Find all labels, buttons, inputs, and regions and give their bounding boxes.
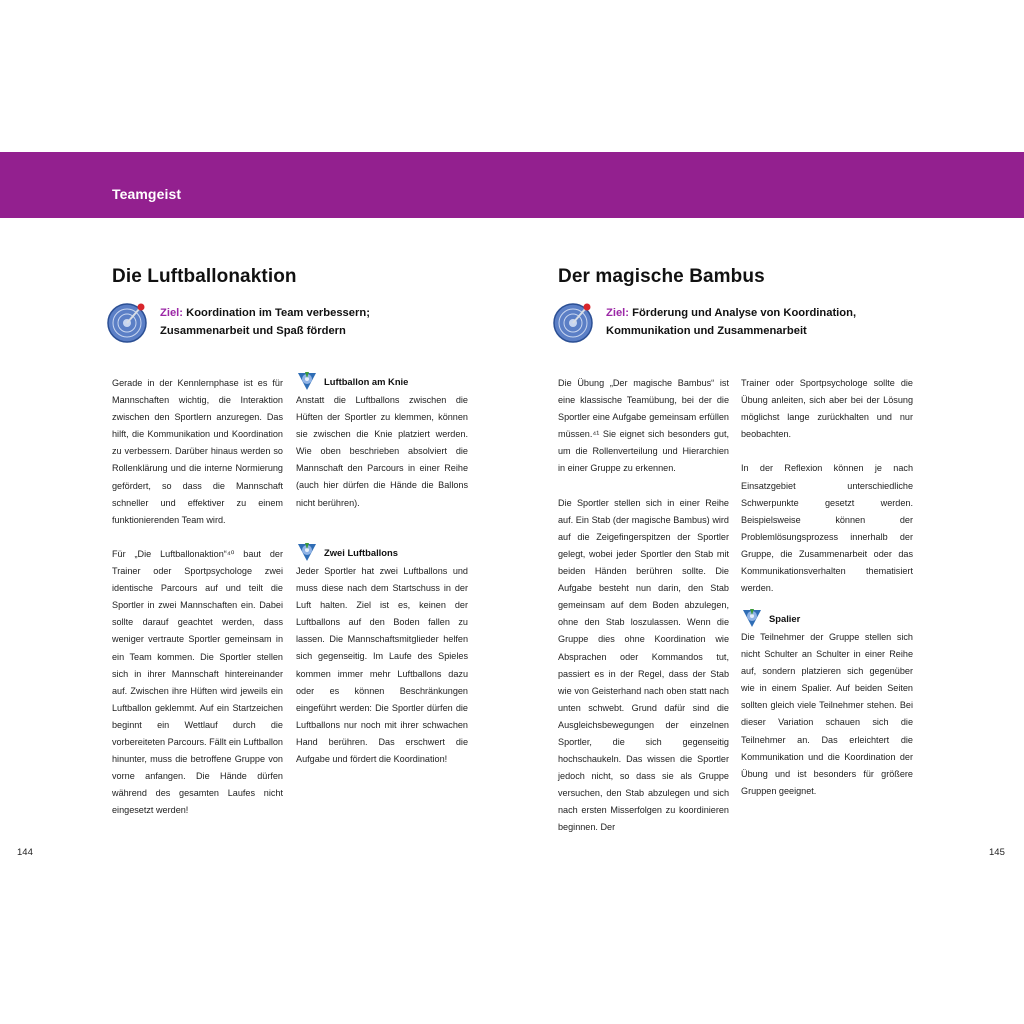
paragraph: Die Sportler stellen sich in einer Reihe auf. Ein Stab (der magische Bambus) wird auf die Zeigefingerspitzen der Sportler gelegt, wobei jeder Sportler den Stab mit beiden Händen berühren sollte. Die Aufgabe besteht nun darin, den Stab gemeinsam auf dem Boden abzulegen, ohne den Stab loszulassen. Wenn die Gruppe dies ohne Koordination wie Absprachen oder Kommandos tut, passiert es in der Regel, dass der Stab wie von Geisterhand nach oben statt nach unten schwebt. Grund dafür sind die Ausgleichsbewegungen der einzelnen Sportler, die sich gegenseitig hochschaukeln. Das wissen die Sportler jedoch nicht, so dass sie als Gruppe versuchen, den Stab abzulegen und sich nach ersten Misserfolgen zu koordinieren beginnen. Der xyxy=(558,497,729,833)
variation-title: Spalier xyxy=(769,612,801,624)
variation-icon xyxy=(296,370,318,392)
paragraph: Gerade in der Kennlernphase ist es für Mannschaften wichtig, die Interaktion zwischen den Sportlern anzuregen. Das hilft, die Kommunikation und Koordination zu verbessern. Darüber hinaus werden so Rollenklärung und die interne Normierung gefördert, so dass die Mannschaft schneller und effektiver zu einem funktionierenden Team wird. xyxy=(112,378,283,525)
left-goal xyxy=(160,305,370,340)
paragraph: Für „Die Luftballonaktion“⁴⁰ baut der Trainer oder Sportpsychologe zwei identische Parcours auf und teilt die Sportler in zwei Mannschaften ein. Dabei sollte darauf geachtet werden, dass weniger vertraute Sportler gemeinsam in ein Team kommen. Die Sportler stellen sich in ihrer Mannschaft hintereinander auf. Zwischen ihre Hüften wird jeweils ein Luftballon geklemmt. Auf ein Startzeichen beginnt ein Wettlauf durch die vorbereiteten Parcours. Fällt ein Luftballon hinunter, muss die betroffene Gruppe von vorne anfangen. Die Hände dürfen während des gesamten Laufes nicht eingesetzt werden! xyxy=(112,548,283,816)
right-column-2b xyxy=(741,629,913,800)
paragraph: Trainer oder Sportpsychologe sollte die Übung anleiten, sich aber bei der Lösung möglichst lange zurückhalten und nur beobachten. xyxy=(741,378,913,440)
paragraph: Jeder Sportler hat zwei Luftballons und muss diese nach dem Startschuss in der Luft halten. Ziel ist es, keinen der Luftballons auf den Boden fallen zu lassen. Die Mannschaftsmitglieder helfen sich gegenseitig. Im Laufe des Spieles kommen immer mehr Luftballons dazu oder es können Beschränkungen eingeführt werden: Die Sportler dürfen die Luftballons nur noch mit ihrer schwachen Hand berühren. Das erschwert die Aufgabe und fördert die Koordination! xyxy=(296,566,468,765)
target-icon xyxy=(553,301,595,343)
section-title: Teamgeist xyxy=(112,186,182,202)
left-page-title: Die Luftballonaktion xyxy=(112,266,297,287)
goal-line-1: Koordination im Team verbessern; xyxy=(186,307,370,319)
variation-heading xyxy=(296,541,398,563)
paragraph: Die Übung „Der magische Bambus“ ist eine klassische Teamübung, bei der die Sportler eine Aufgabe gemeinsam erfüllen müssen.⁴¹ Sie eignet sich besonders gut, um die Rollenverteilung und Hierarchien in einer Gruppe zu erkennen. xyxy=(558,378,729,474)
goal-line-1: Förderung und Analyse von Koordination, xyxy=(632,307,857,319)
variation-heading xyxy=(741,607,800,629)
goal-label: Ziel: xyxy=(606,307,629,319)
goal-line-2: Kommunikation und Zusammenarbeit xyxy=(606,324,807,337)
page-number-right: 145 xyxy=(989,847,1005,858)
variation-title: Zwei Luftballons xyxy=(324,546,398,558)
variation-title: Luftballon am Knie xyxy=(324,375,409,387)
variation-icon xyxy=(741,607,763,629)
variation-heading xyxy=(296,370,408,392)
right-column-2 xyxy=(741,375,913,597)
right-goal xyxy=(606,305,856,340)
page-number-left: 144 xyxy=(17,847,33,858)
section-band xyxy=(0,152,1024,218)
variation-icon xyxy=(296,541,318,563)
left-column-1 xyxy=(112,375,283,819)
left-column-2a xyxy=(296,392,468,512)
paragraph: In der Reflexion können je nach Einsatzgebiet unterschiedliche Schwerpunkte gesetzt werden. Beispielsweise können der Problemlösungsprozess innerhalb der Gruppe, die Zusammenarbeit oder das Kommunikationsverhalten thematisiert werden. xyxy=(741,463,913,594)
goal-label: Ziel: xyxy=(160,307,183,319)
right-page-title: Der magische Bambus xyxy=(558,266,765,287)
target-icon xyxy=(107,301,149,343)
left-column-2b xyxy=(296,563,468,768)
goal-line-2: Zusammenarbeit und Spaß fördern xyxy=(160,324,346,337)
right-column-1 xyxy=(558,375,729,837)
paragraph: Die Teilnehmer der Gruppe stellen sich nicht Schulter an Schulter in einer Reihe auf, sondern platzieren sich gegenüber wie in einem Spalier. Auf beiden Seiten sollten gleich viele Teilnehmer stehen. Bei dieser Variation schauen sich die Teilnehmer an. Das erleichtert die Kommunikation und die Koordination der Übung und ist besonders für größere Gruppen geeignet. xyxy=(741,632,913,796)
paragraph: Anstatt die Luftballons zwischen die Hüften der Sportler zu klemmen, können sie zwischen die Knie platziert werden. Wie oben beschrieben absolviert die Mannschaft den Parcours in einer Reihe (auch hier dürfen die Hände die Ballons nicht berühren). xyxy=(296,395,468,508)
